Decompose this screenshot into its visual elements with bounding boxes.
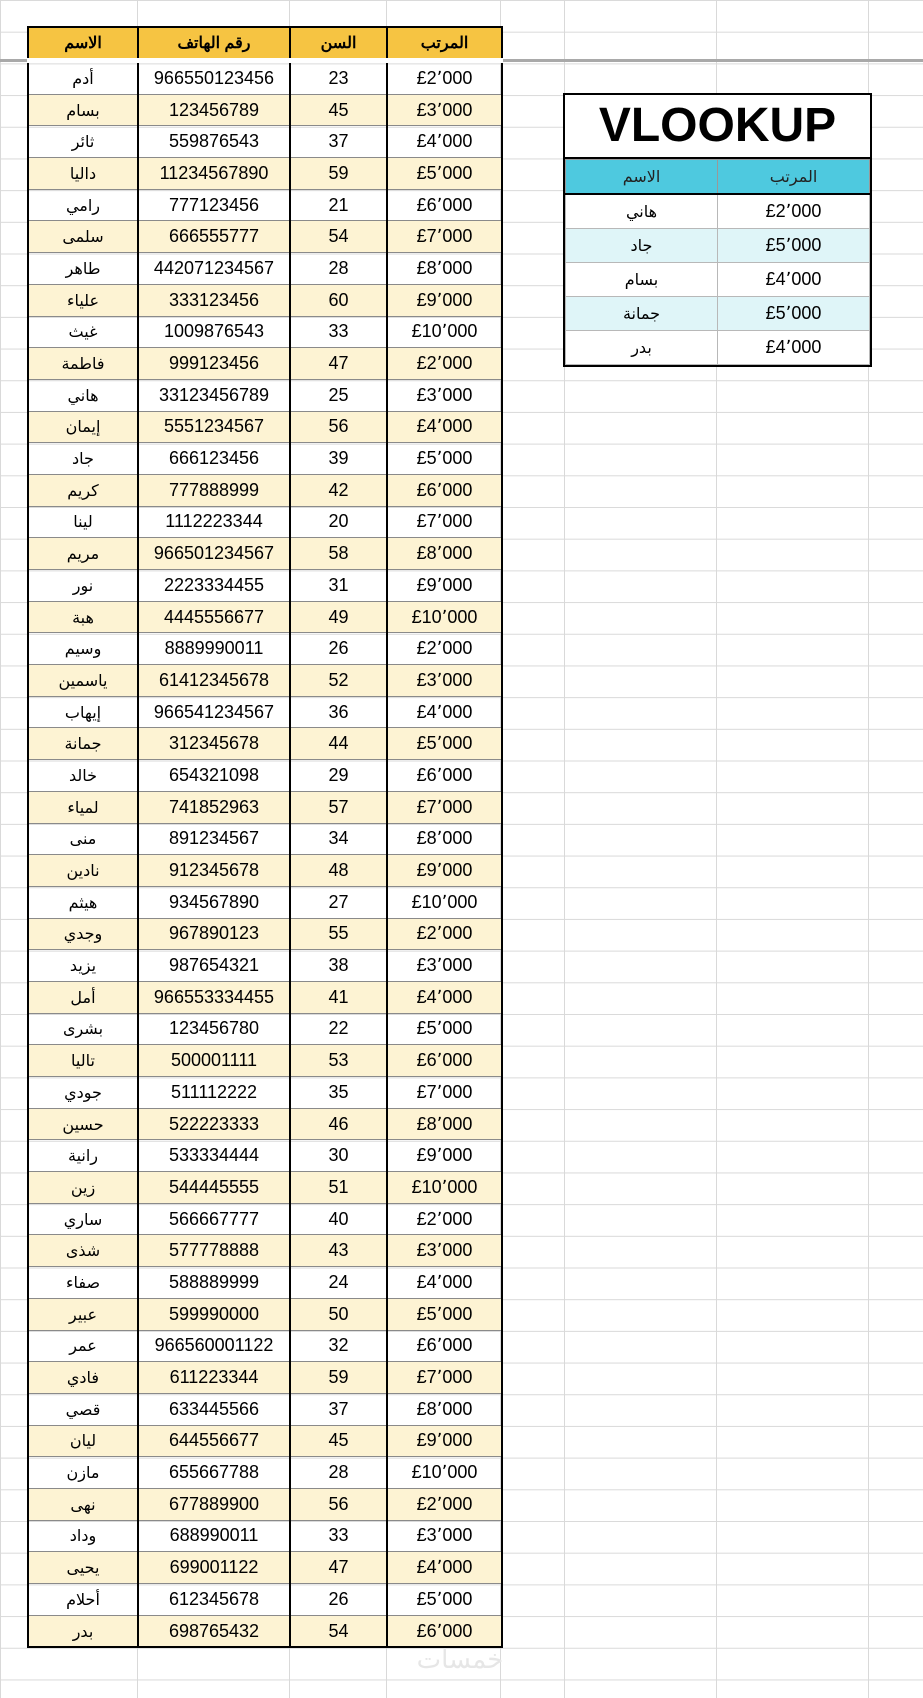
cell-name[interactable]: نادين — [28, 855, 138, 887]
cell-salary[interactable]: £10٬000 — [387, 601, 502, 633]
cell-phone[interactable]: 588889999 — [138, 1267, 290, 1299]
cell-name[interactable]: ياسمين — [28, 665, 138, 697]
cell-phone[interactable]: 612345678 — [138, 1584, 290, 1616]
cell-phone[interactable]: 966560001122 — [138, 1330, 290, 1362]
vlookup-header-name[interactable]: الاسم — [566, 160, 718, 195]
cell-name[interactable]: مريم — [28, 538, 138, 570]
cell-name[interactable]: جودي — [28, 1077, 138, 1109]
cell-name[interactable]: قصي — [28, 1393, 138, 1425]
cell-salary[interactable]: £3٬000 — [387, 950, 502, 982]
cell-phone[interactable]: 559876543 — [138, 126, 290, 158]
cell-age[interactable]: 60 — [290, 284, 387, 316]
table-row — [28, 1552, 502, 1584]
cell-salary[interactable]: £7٬000 — [387, 1362, 502, 1394]
cell-age[interactable]: 26 — [290, 633, 387, 665]
table-row — [28, 823, 502, 855]
cell-phone[interactable]: 8889990011 — [138, 633, 290, 665]
cell-name[interactable]: تاليا — [28, 1045, 138, 1077]
vlookup-row — [566, 331, 870, 365]
cell-age[interactable]: 35 — [290, 1077, 387, 1109]
cell-salary[interactable]: £5٬000 — [387, 728, 502, 760]
cell-name[interactable]: صفاء — [28, 1267, 138, 1299]
vlookup-row — [566, 263, 870, 297]
cell-salary[interactable]: £5٬000 — [387, 443, 502, 475]
table-row — [28, 1393, 502, 1425]
cell-salary[interactable]: £8٬000 — [387, 538, 502, 570]
vlookup-cell-salary[interactable]: £4٬000 — [718, 331, 870, 365]
cell-phone[interactable]: 934567890 — [138, 886, 290, 918]
cell-name[interactable]: عمر — [28, 1330, 138, 1362]
cell-salary[interactable]: £5٬000 — [387, 158, 502, 190]
cell-name[interactable]: يحيى — [28, 1552, 138, 1584]
cell-age[interactable]: 47 — [290, 348, 387, 380]
cell-phone[interactable]: 966541234567 — [138, 696, 290, 728]
vlookup-cell-name[interactable]: جمانة — [566, 297, 718, 331]
cell-name[interactable]: ساري — [28, 1203, 138, 1235]
table-row — [28, 1362, 502, 1394]
table-row — [28, 1140, 502, 1172]
cell-salary[interactable]: £7٬000 — [387, 1077, 502, 1109]
cell-salary[interactable]: £6٬000 — [387, 760, 502, 792]
cell-phone[interactable]: 644556677 — [138, 1425, 290, 1457]
table-row — [28, 126, 502, 158]
table-row — [28, 1584, 502, 1616]
cell-name[interactable]: داليا — [28, 158, 138, 190]
cell-age[interactable]: 21 — [290, 189, 387, 221]
cell-phone[interactable]: 1112223344 — [138, 506, 290, 538]
cell-age[interactable]: 45 — [290, 1425, 387, 1457]
cell-name[interactable]: منى — [28, 823, 138, 855]
cell-phone[interactable]: 2223334455 — [138, 570, 290, 602]
table-row — [28, 411, 502, 443]
cell-age[interactable]: 27 — [290, 886, 387, 918]
cell-name[interactable]: نور — [28, 570, 138, 602]
cell-salary[interactable]: £6٬000 — [387, 1045, 502, 1077]
cell-salary[interactable]: £2٬000 — [387, 633, 502, 665]
cell-age[interactable]: 52 — [290, 665, 387, 697]
cell-age[interactable]: 45 — [290, 94, 387, 126]
cell-name[interactable]: كريم — [28, 474, 138, 506]
cell-salary[interactable]: £4٬000 — [387, 696, 502, 728]
cell-name[interactable]: جاد — [28, 443, 138, 475]
header-phone[interactable]: رقم الهاتف — [138, 27, 290, 61]
cell-salary[interactable]: £6٬000 — [387, 1330, 502, 1362]
cell-name[interactable]: شذى — [28, 1235, 138, 1267]
vlookup-table-body — [566, 194, 870, 365]
table-row — [28, 316, 502, 348]
table-row — [28, 1045, 502, 1077]
cell-salary[interactable]: £5٬000 — [387, 1013, 502, 1045]
cell-salary[interactable]: £4٬000 — [387, 981, 502, 1013]
cell-age[interactable]: 50 — [290, 1298, 387, 1330]
cell-phone[interactable]: 698765432 — [138, 1615, 290, 1647]
cell-salary[interactable]: £8٬000 — [387, 823, 502, 855]
table-row — [28, 855, 502, 887]
table-row — [28, 1298, 502, 1330]
cell-age[interactable]: 41 — [290, 981, 387, 1013]
cell-name[interactable]: وداد — [28, 1520, 138, 1552]
cell-age[interactable]: 25 — [290, 379, 387, 411]
cell-age[interactable]: 53 — [290, 1045, 387, 1077]
table-row — [28, 538, 502, 570]
cell-salary[interactable]: £9٬000 — [387, 1425, 502, 1457]
cell-salary[interactable]: £3٬000 — [387, 665, 502, 697]
cell-salary[interactable]: £7٬000 — [387, 506, 502, 538]
cell-age[interactable]: 37 — [290, 126, 387, 158]
cell-age[interactable]: 22 — [290, 1013, 387, 1045]
table-row — [28, 1235, 502, 1267]
cell-age[interactable]: 39 — [290, 443, 387, 475]
cell-name[interactable]: زين — [28, 1172, 138, 1204]
cell-phone[interactable]: 912345678 — [138, 855, 290, 887]
cell-name[interactable]: ثائر — [28, 126, 138, 158]
cell-age[interactable]: 33 — [290, 316, 387, 348]
cell-age[interactable]: 57 — [290, 791, 387, 823]
employee-table-body — [28, 61, 502, 1648]
table-row — [28, 189, 502, 221]
cell-age[interactable]: 54 — [290, 221, 387, 253]
cell-salary[interactable]: £2٬000 — [387, 1488, 502, 1520]
employee-table-header-row — [28, 27, 502, 61]
cell-salary[interactable]: £5٬000 — [387, 1584, 502, 1616]
cell-salary[interactable]: £7٬000 — [387, 791, 502, 823]
cell-phone[interactable]: 633445566 — [138, 1393, 290, 1425]
table-row — [28, 94, 502, 126]
cell-salary[interactable]: £7٬000 — [387, 221, 502, 253]
cell-salary[interactable]: £6٬000 — [387, 1615, 502, 1647]
cell-age[interactable]: 46 — [290, 1108, 387, 1140]
vlookup-cell-salary[interactable]: £2٬000 — [718, 194, 870, 229]
table-row — [28, 1330, 502, 1362]
cell-phone[interactable]: 566667777 — [138, 1203, 290, 1235]
cell-name[interactable]: بسام — [28, 94, 138, 126]
cell-phone[interactable]: 33123456789 — [138, 379, 290, 411]
cell-salary[interactable]: £6٬000 — [387, 189, 502, 221]
cell-age[interactable]: 43 — [290, 1235, 387, 1267]
cell-age[interactable]: 23 — [290, 61, 387, 95]
vlookup-panel — [563, 93, 872, 367]
cell-name[interactable]: فاطمة — [28, 348, 138, 380]
table-row — [28, 284, 502, 316]
cell-name[interactable]: يزيد — [28, 950, 138, 982]
cell-phone[interactable]: 123456789 — [138, 94, 290, 126]
cell-age[interactable]: 34 — [290, 823, 387, 855]
cell-phone[interactable]: 966550123456 — [138, 61, 290, 95]
table-row — [28, 1457, 502, 1489]
watermark-logo: خمسات — [416, 1645, 504, 1675]
cell-salary[interactable]: £3٬000 — [387, 379, 502, 411]
cell-phone[interactable]: 688990011 — [138, 1520, 290, 1552]
cell-name[interactable]: رامي — [28, 189, 138, 221]
cell-phone[interactable]: 891234567 — [138, 823, 290, 855]
table-row — [28, 158, 502, 190]
vlookup-header-row — [566, 160, 870, 195]
header-age[interactable]: السن — [290, 27, 387, 61]
cell-salary[interactable]: £8٬000 — [387, 1393, 502, 1425]
cell-age[interactable]: 24 — [290, 1267, 387, 1299]
cell-salary[interactable]: £3٬000 — [387, 1235, 502, 1267]
vlookup-cell-name[interactable]: هاني — [566, 194, 718, 229]
cell-name[interactable]: غيث — [28, 316, 138, 348]
cell-name[interactable]: بشرى — [28, 1013, 138, 1045]
cell-name[interactable]: هيثم — [28, 886, 138, 918]
cell-phone[interactable]: 61412345678 — [138, 665, 290, 697]
cell-phone[interactable]: 967890123 — [138, 918, 290, 950]
cell-name[interactable]: أمل — [28, 981, 138, 1013]
table-row — [28, 918, 502, 950]
cell-name[interactable]: أدم — [28, 61, 138, 95]
table-row — [28, 1267, 502, 1299]
cell-age[interactable]: 48 — [290, 855, 387, 887]
cell-salary[interactable]: £2٬000 — [387, 348, 502, 380]
cell-name[interactable]: لينا — [28, 506, 138, 538]
cell-salary[interactable]: £2٬000 — [387, 918, 502, 950]
cell-phone[interactable]: 966553334455 — [138, 981, 290, 1013]
cell-salary[interactable]: £10٬000 — [387, 886, 502, 918]
cell-name[interactable]: إيمان — [28, 411, 138, 443]
cell-name[interactable]: طاهر — [28, 253, 138, 285]
table-row — [28, 665, 502, 697]
vlookup-row — [566, 297, 870, 331]
cell-salary[interactable]: £9٬000 — [387, 855, 502, 887]
cell-name[interactable]: سلمى — [28, 221, 138, 253]
cell-age[interactable]: 36 — [290, 696, 387, 728]
cell-salary[interactable]: £4٬000 — [387, 1552, 502, 1584]
cell-phone[interactable]: 4445556677 — [138, 601, 290, 633]
cell-phone[interactable]: 442071234567 — [138, 253, 290, 285]
cell-salary[interactable]: £4٬000 — [387, 1267, 502, 1299]
cell-phone[interactable]: 333123456 — [138, 284, 290, 316]
cell-phone[interactable]: 577778888 — [138, 1235, 290, 1267]
cell-salary[interactable]: £8٬000 — [387, 1108, 502, 1140]
table-row — [28, 633, 502, 665]
table-row — [28, 1425, 502, 1457]
cell-age[interactable]: 51 — [290, 1172, 387, 1204]
cell-age[interactable]: 30 — [290, 1140, 387, 1172]
cell-age[interactable]: 38 — [290, 950, 387, 982]
cell-age[interactable]: 26 — [290, 1584, 387, 1616]
table-row — [28, 253, 502, 285]
vlookup-table — [565, 159, 870, 365]
cell-age[interactable]: 55 — [290, 918, 387, 950]
cell-age[interactable]: 42 — [290, 474, 387, 506]
cell-age[interactable]: 44 — [290, 728, 387, 760]
cell-salary[interactable]: £4٬000 — [387, 126, 502, 158]
table-row — [28, 1520, 502, 1552]
cell-salary[interactable]: £2٬000 — [387, 61, 502, 95]
cell-name[interactable]: ليان — [28, 1425, 138, 1457]
cell-name[interactable]: حسين — [28, 1108, 138, 1140]
cell-age[interactable]: 40 — [290, 1203, 387, 1235]
table-row — [28, 950, 502, 982]
cell-name[interactable]: رانية — [28, 1140, 138, 1172]
cell-phone[interactable]: 5551234567 — [138, 411, 290, 443]
cell-phone[interactable]: 522223333 — [138, 1108, 290, 1140]
vlookup-cell-salary[interactable]: £4٬000 — [718, 263, 870, 297]
cell-phone[interactable]: 599990000 — [138, 1298, 290, 1330]
table-row — [28, 601, 502, 633]
cell-phone[interactable]: 11234567890 — [138, 158, 290, 190]
vlookup-row — [566, 194, 870, 229]
cell-phone[interactable]: 533334444 — [138, 1140, 290, 1172]
cell-phone[interactable]: 777123456 — [138, 189, 290, 221]
table-row — [28, 760, 502, 792]
cell-age[interactable]: 49 — [290, 601, 387, 633]
vlookup-cell-name[interactable]: جاد — [566, 229, 718, 263]
table-row — [28, 1108, 502, 1140]
table-row — [28, 61, 502, 95]
table-row — [28, 1488, 502, 1520]
vlookup-title[interactable]: VLOOKUP — [565, 95, 870, 159]
cell-phone[interactable]: 987654321 — [138, 950, 290, 982]
table-row — [28, 981, 502, 1013]
table-row — [28, 1615, 502, 1647]
cell-age[interactable]: 37 — [290, 1393, 387, 1425]
vlookup-header-salary[interactable]: المرتب — [718, 160, 870, 195]
cell-age[interactable]: 28 — [290, 253, 387, 285]
cell-phone[interactable]: 500001111 — [138, 1045, 290, 1077]
cell-salary[interactable]: £4٬000 — [387, 411, 502, 443]
cell-phone[interactable]: 654321098 — [138, 760, 290, 792]
cell-phone[interactable]: 544445555 — [138, 1172, 290, 1204]
table-row — [28, 791, 502, 823]
cell-salary[interactable]: £10٬000 — [387, 316, 502, 348]
cell-name[interactable]: لمياء — [28, 791, 138, 823]
cell-name[interactable]: بدر — [28, 1615, 138, 1647]
cell-name[interactable]: هبة — [28, 601, 138, 633]
cell-name[interactable]: عبير — [28, 1298, 138, 1330]
cell-age[interactable]: 31 — [290, 570, 387, 602]
table-row — [28, 1203, 502, 1235]
vlookup-cell-name[interactable]: بدر — [566, 331, 718, 365]
table-row — [28, 379, 502, 411]
cell-age[interactable]: 59 — [290, 158, 387, 190]
employee-table — [27, 26, 503, 1648]
cell-phone[interactable]: 655667788 — [138, 1457, 290, 1489]
cell-salary[interactable]: £5٬000 — [387, 1298, 502, 1330]
table-row — [28, 1013, 502, 1045]
table-row — [28, 221, 502, 253]
cell-phone[interactable]: 312345678 — [138, 728, 290, 760]
header-name[interactable]: الاسم — [28, 27, 138, 61]
cell-salary[interactable]: £3٬000 — [387, 94, 502, 126]
cell-age[interactable]: 20 — [290, 506, 387, 538]
vlookup-row — [566, 229, 870, 263]
table-row — [28, 728, 502, 760]
cell-salary[interactable]: £10٬000 — [387, 1457, 502, 1489]
cell-name[interactable]: هاني — [28, 379, 138, 411]
cell-phone[interactable]: 123456780 — [138, 1013, 290, 1045]
cell-phone[interactable]: 777888999 — [138, 474, 290, 506]
table-row — [28, 474, 502, 506]
cell-salary[interactable]: £9٬000 — [387, 1140, 502, 1172]
table-row — [28, 1172, 502, 1204]
table-row — [28, 696, 502, 728]
cell-age[interactable]: 28 — [290, 1457, 387, 1489]
cell-phone[interactable]: 677889900 — [138, 1488, 290, 1520]
cell-name[interactable]: نهى — [28, 1488, 138, 1520]
cell-age[interactable]: 33 — [290, 1520, 387, 1552]
cell-age[interactable]: 29 — [290, 760, 387, 792]
cell-phone[interactable]: 666555777 — [138, 221, 290, 253]
cell-salary[interactable]: £9٬000 — [387, 284, 502, 316]
table-row — [28, 570, 502, 602]
cell-age[interactable]: 47 — [290, 1552, 387, 1584]
cell-age[interactable]: 59 — [290, 1362, 387, 1394]
cell-name[interactable]: فادي — [28, 1362, 138, 1394]
cell-name[interactable]: مازن — [28, 1457, 138, 1489]
cell-phone[interactable]: 611223344 — [138, 1362, 290, 1394]
table-row — [28, 348, 502, 380]
cell-phone[interactable]: 666123456 — [138, 443, 290, 475]
cell-salary[interactable]: £8٬000 — [387, 253, 502, 285]
cell-salary[interactable]: £10٬000 — [387, 1172, 502, 1204]
table-row — [28, 1077, 502, 1109]
cell-name[interactable]: أحلام — [28, 1584, 138, 1616]
vlookup-cell-salary[interactable]: £5٬000 — [718, 297, 870, 331]
cell-phone[interactable]: 999123456 — [138, 348, 290, 380]
cell-name[interactable]: وسيم — [28, 633, 138, 665]
cell-age[interactable]: 56 — [290, 1488, 387, 1520]
cell-name[interactable]: جمانة — [28, 728, 138, 760]
cell-phone[interactable]: 741852963 — [138, 791, 290, 823]
cell-name[interactable]: إيهاب — [28, 696, 138, 728]
cell-phone[interactable]: 699001122 — [138, 1552, 290, 1584]
header-salary[interactable]: المرتب — [387, 27, 502, 61]
cell-age[interactable]: 58 — [290, 538, 387, 570]
cell-salary[interactable]: £6٬000 — [387, 474, 502, 506]
cell-name[interactable]: وجدي — [28, 918, 138, 950]
table-row — [28, 886, 502, 918]
cell-phone[interactable]: 966501234567 — [138, 538, 290, 570]
cell-phone[interactable]: 1009876543 — [138, 316, 290, 348]
cell-name[interactable]: علياء — [28, 284, 138, 316]
cell-age[interactable]: 32 — [290, 1330, 387, 1362]
cell-name[interactable]: خالد — [28, 760, 138, 792]
cell-salary[interactable]: £3٬000 — [387, 1520, 502, 1552]
vlookup-cell-name[interactable]: بسام — [566, 263, 718, 297]
cell-age[interactable]: 54 — [290, 1615, 387, 1647]
cell-salary[interactable]: £2٬000 — [387, 1203, 502, 1235]
table-row — [28, 443, 502, 475]
cell-phone[interactable]: 511112222 — [138, 1077, 290, 1109]
cell-age[interactable]: 56 — [290, 411, 387, 443]
table-row — [28, 506, 502, 538]
vlookup-cell-salary[interactable]: £5٬000 — [718, 229, 870, 263]
cell-salary[interactable]: £9٬000 — [387, 570, 502, 602]
